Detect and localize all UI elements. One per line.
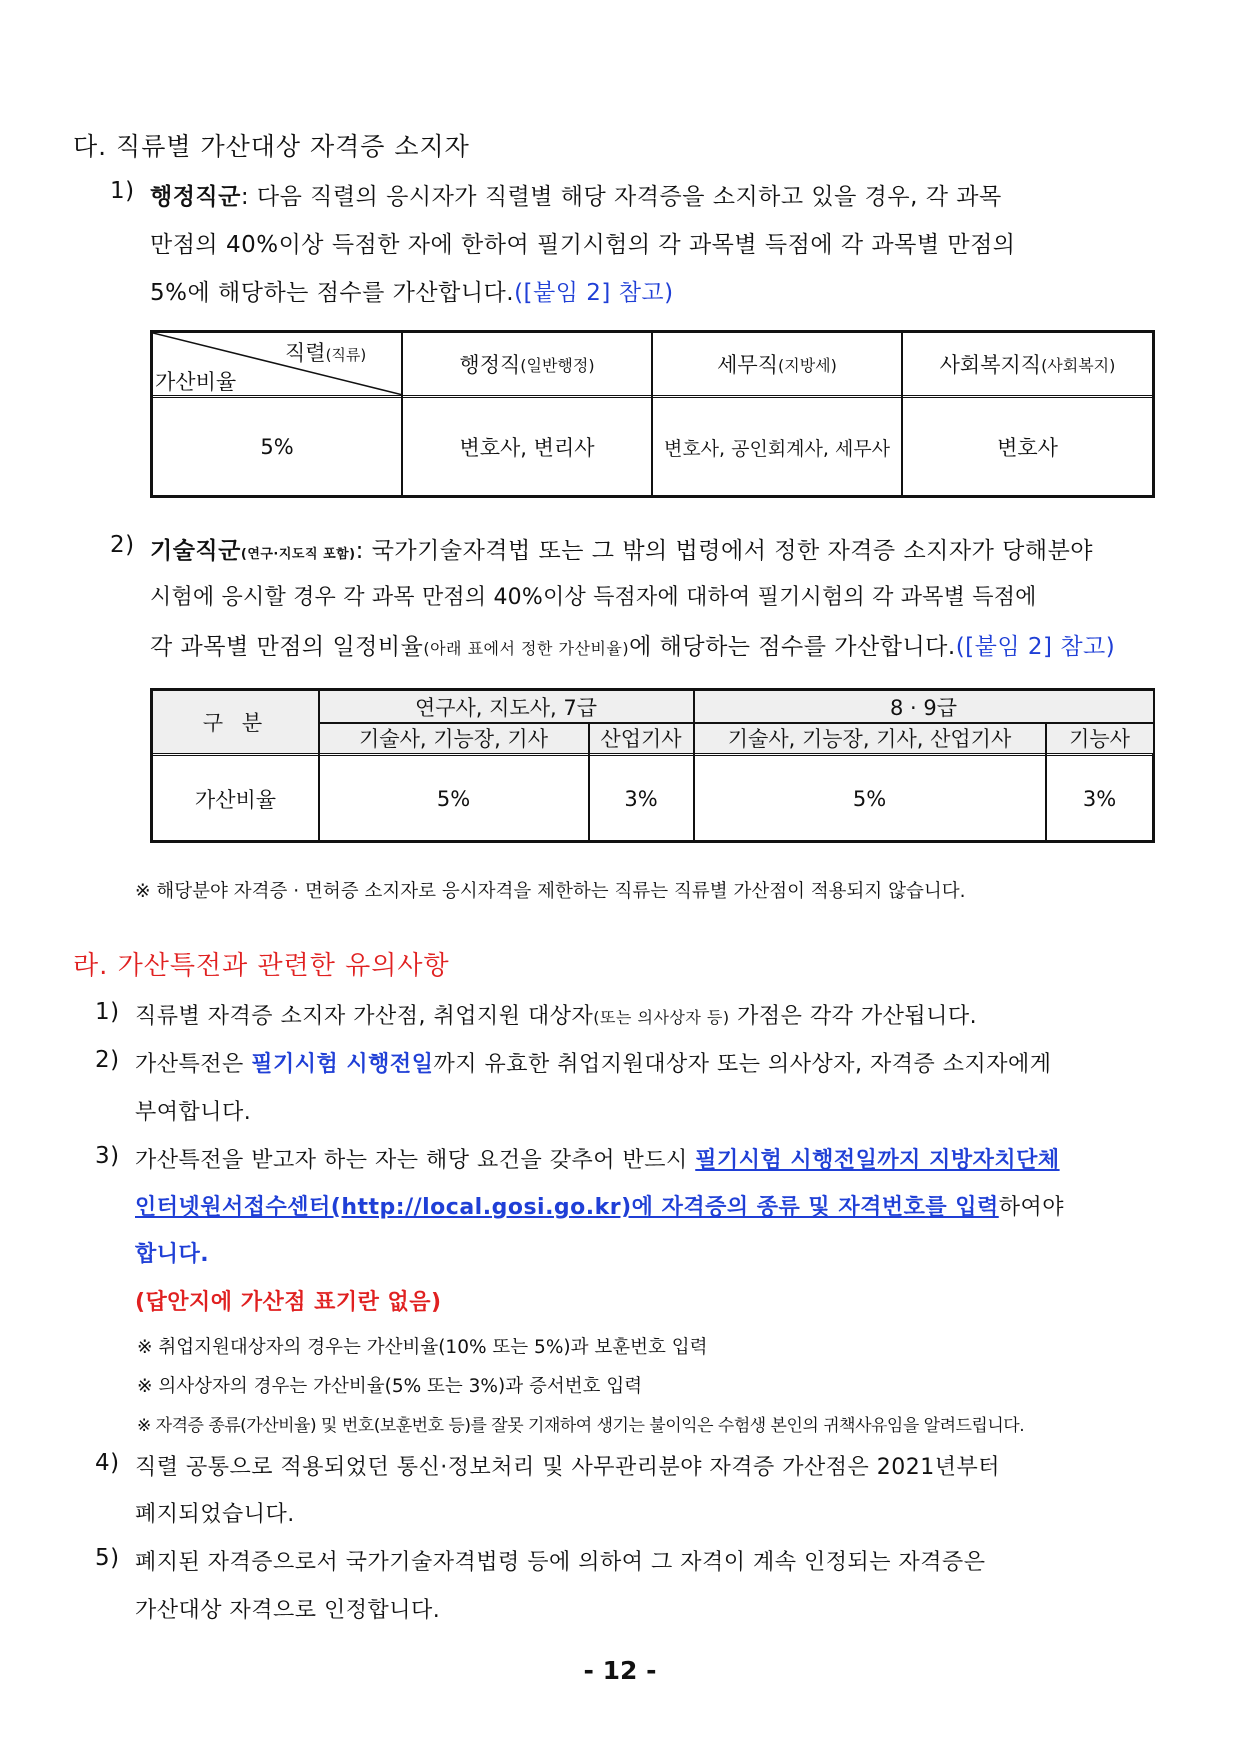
ra-item1-line (135, 999, 977, 1030)
ra-item3-b: 하여야 (998, 1195, 1065, 1220)
ra-item3-line1 (135, 1143, 1060, 1174)
ra-item4-number: 4) (95, 1450, 120, 1476)
table2-note: ※ 해당분야 자격증 · 면허증 소지자로 응시자격을 제한하는 직류는 직류별 가산점이 적용되지 않습니다. (135, 881, 966, 902)
t1-header-sub: (일반행정) (520, 355, 595, 375)
item2-line1-text: : 국가기술자격법 또는 그 밖의 법령에서 정한 자격증 소지자가 당해분야 (355, 538, 1094, 564)
item2-line2: 시험에 응시할 경우 각 과목 만점의 40%이상 득점자에 대하여 필기시험의 각 과목별 득점에 (150, 585, 1037, 610)
ra-item2-line1 (135, 1047, 1051, 1078)
t2-rate-cell: 3% (1082, 787, 1117, 811)
item1-line3 (150, 274, 674, 307)
t1-header-main: 사회복지직 (939, 353, 1042, 377)
t2-header-separator (153, 753, 1153, 756)
item1-line2: 만점의 40%이상 득점한 자에 한하여 필기시험의 각 과목별 득점에 각 과목별 만점의 (150, 232, 1016, 258)
t1-cert-cell: 변호사, 변리사 (459, 436, 595, 460)
item2-heading: 기술직군 (150, 538, 241, 564)
ra-item2-number: 2) (95, 1047, 120, 1073)
ra-item3-underline1: 필기시험 시행전일까지 지방자치단체 (695, 1148, 1060, 1173)
ra-item3-note: ※ 의사상자의 경우는 가산비율(5% 또는 3%)과 증서번호 입력 (137, 1376, 643, 1397)
item2-line1 (150, 532, 1093, 565)
t1-header-haengjeong (403, 333, 651, 395)
item1-line3-text: 5%에 해당하는 점수를 가산합니다. (150, 280, 515, 306)
corner-top-text: 직렬 (285, 341, 326, 365)
ra-item3-red-note: (답안지에 가산점 표기란 없음) (135, 1290, 442, 1315)
ra-item1-a: 직류별 자격증 소지자 가산점, 취업지원 대상자 (135, 1004, 594, 1029)
t2-sub-header: 기술사, 기능장, 기사, 산업기사 (727, 727, 1012, 751)
t1-header-semu (653, 333, 901, 395)
section-title-ra: 라. 가산특전과 관련한 유의사항 (73, 951, 450, 981)
corner-header-top (285, 337, 366, 367)
ra-item5-line1: 폐지된 자격증으로서 국가기술자격법령 등에 의하여 그 자격이 계속 인정되는 자격증은 (135, 1550, 986, 1575)
ra-item4-line1: 직렬 공통으로 적용되었던 통신·정보처리 및 사무관리분야 자격증 가산점은 2021년부터 (135, 1455, 1000, 1480)
t1-header-main: 행정직 (459, 353, 521, 377)
item1-line1 (150, 178, 1002, 211)
corner-top-small: (직류) (325, 346, 367, 364)
ra-item5-line2: 가산대상 자격으로 인정합니다. (135, 1598, 441, 1623)
table-technical-rates (150, 688, 1155, 843)
t2-sub-header: 기술사, 기능장, 기사 (359, 727, 548, 751)
table-qualification-by-job (150, 330, 1155, 498)
ra-item5-number: 5) (95, 1545, 120, 1571)
t2-group-header-1: 연구사, 지도사, 7급 (414, 695, 598, 720)
t1-rate-cell: 5% (260, 435, 294, 459)
item2-heading-small: (연구·지도직 포함) (240, 547, 356, 562)
item1-heading: 행정직군 (150, 184, 241, 210)
ra-item1-small: (또는 의사상자 등) (593, 1008, 730, 1027)
t2-sub-header: 산업기사 (600, 727, 682, 751)
ra-item3-note: ※ 취업지원대상자의 경우는 가산비율(10% 또는 5%)과 보훈번호 입력 (137, 1337, 708, 1358)
ra-item3-number: 3) (95, 1143, 120, 1169)
item2-line3-a: 각 과목별 만점의 일정비율 (150, 634, 424, 660)
page-number: - 12 - (583, 1656, 657, 1685)
ra-item2-b: 까지 유효한 취업지원대상자 또는 의사상자, 자격증 소지자에게 (433, 1052, 1052, 1077)
ra-item3-line3: 합니다. (135, 1242, 210, 1267)
t1-cert-cell: 변호사, 공인회계사, 세무사 (663, 437, 891, 460)
t1-cert-cell: 변호사 (997, 436, 1058, 460)
t2-rate-cell: 5% (436, 787, 471, 811)
item2-number: 2) (110, 532, 135, 558)
ra-item1-b: 가점은 각각 가산됩니다. (729, 1004, 978, 1029)
ra-item4-line2: 폐지되었습니다. (135, 1502, 295, 1527)
t1-header-sahoebokji (903, 333, 1152, 395)
t2-rate-cell: 3% (624, 787, 658, 811)
t1-header-sub: (지방세) (778, 355, 837, 375)
ra-item2-line2: 부여합니다. (135, 1100, 252, 1125)
ra-item3-a: 가산특전을 받고자 하는 자는 해당 요건을 갖추어 반드시 (135, 1148, 696, 1173)
item1-reference: ([붙임 2] 참고) (514, 280, 674, 306)
t2-gubun-header: 구 분 (202, 711, 269, 735)
ra-item3-underline2: 인터넷원서접수센터(http://local.gosi.go.kr)에 자격증의 종류 및 자격번호를 입력 (135, 1195, 999, 1220)
ra-item1-number: 1) (95, 999, 120, 1025)
item2-line3 (150, 628, 1115, 661)
ra-item3-line2 (135, 1190, 1064, 1221)
section-title-da: 다. 직류별 가산대상 자격증 소지자 (73, 132, 470, 161)
t2-row-label: 가산비율 (194, 788, 277, 812)
ra-item2-highlight: 필기시험 시행전일 (251, 1052, 434, 1077)
corner-header-bottom: 가산비율 (155, 370, 237, 394)
ra-item3-note: ※ 자격증 종류(가산비율) 및 번호(보훈번호 등)를 잘못 기재하여 생기는 불이익은 수험생 본인의 귀책사유임을 알려드립니다. (137, 1416, 1025, 1436)
t1-header-main: 세무직 (717, 353, 778, 377)
t2-sub-header: 기능사 (1069, 727, 1130, 751)
item1-line1-text: : 다음 직렬의 응시자가 직렬별 해당 자격증을 소지하고 있을 경우, 각 과목 (240, 184, 1002, 210)
ra-item2-a: 가산특전은 (135, 1052, 252, 1077)
item2-reference: ([붙임 2] 참고) (955, 634, 1116, 660)
t1-header-separator (153, 395, 1152, 398)
item1-number: 1) (110, 178, 135, 204)
item2-line3-small: (아래 표에서 정한 가산비율) (423, 639, 630, 658)
t1-header-sub: (사회복지) (1041, 355, 1116, 375)
t2-rate-cell: 5% (852, 787, 887, 811)
item2-line3-b: 에 해당하는 점수를 가산합니다. (629, 634, 956, 660)
t2-group-header-2: 8 · 9급 (889, 695, 958, 720)
